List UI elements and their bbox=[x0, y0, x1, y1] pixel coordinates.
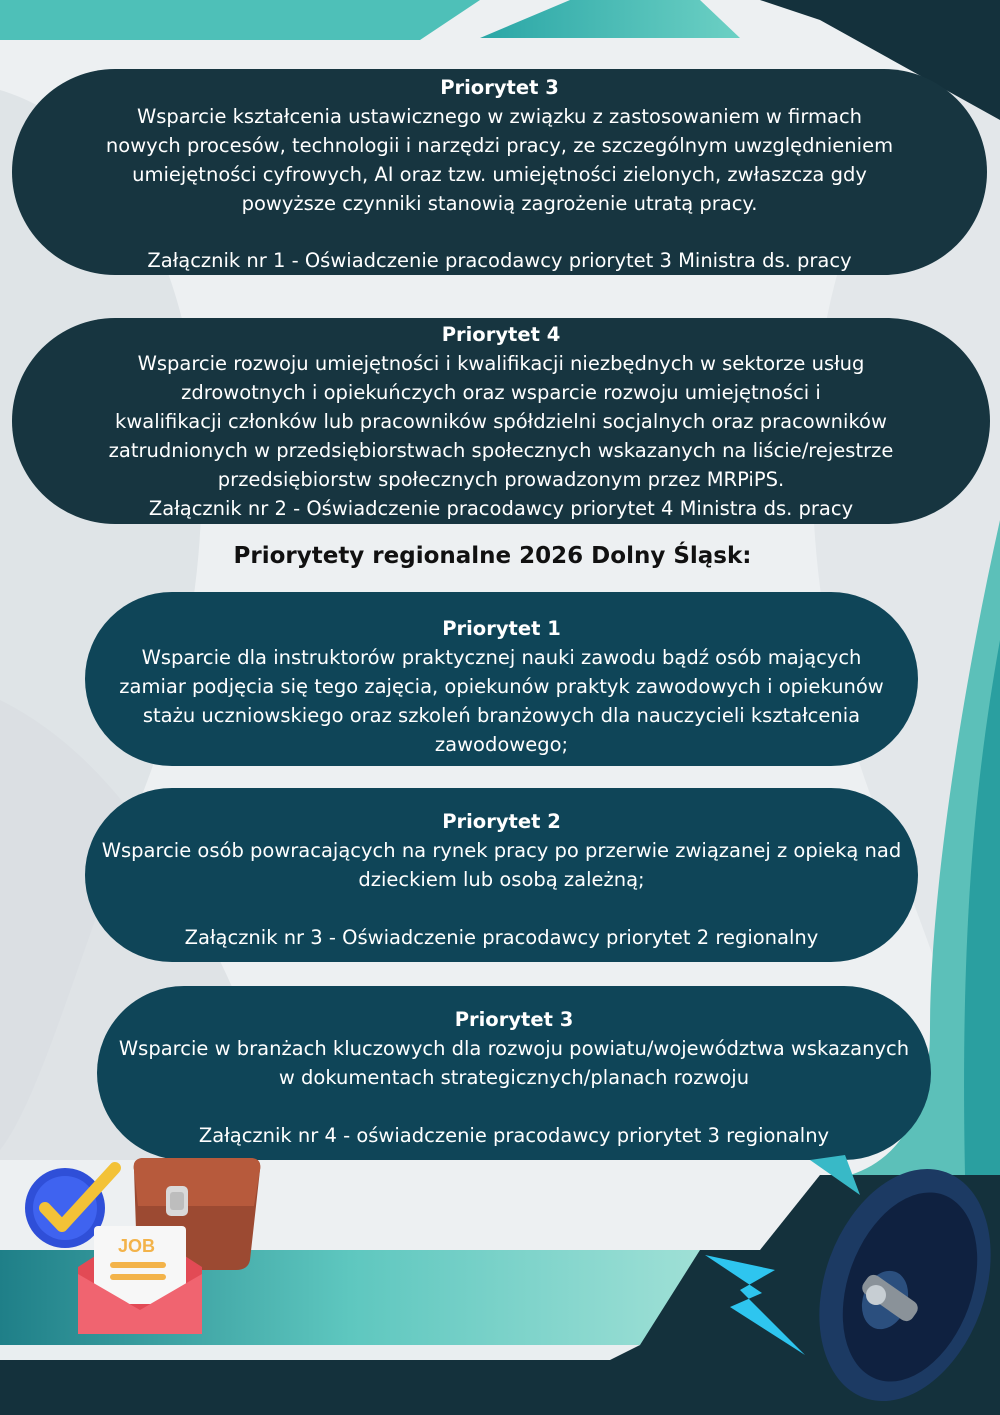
regional-priorities-heading: Priorytety regionalne 2026 Dolny Śląsk: bbox=[233, 543, 752, 569]
job-label: JOB bbox=[118, 1236, 156, 1256]
card-attachment: Załącznik nr 4 - oświadczenie pracodawcy priorytet 3 regionalny bbox=[198, 1123, 830, 1147]
card-title: Priorytet 4 bbox=[441, 322, 561, 346]
regional-priority-3-card bbox=[97, 986, 931, 1160]
megaphone-icon bbox=[790, 1165, 1000, 1415]
card-attachment: Załącznik nr 2 - Oświadczenie pracodawcy priorytet 4 Ministra ds. pracy bbox=[148, 496, 854, 520]
card-description: Wsparcie osób powracających na rynek pracy po przerwie związanej z opieką nad dzieckiem lub osobą zależną; bbox=[101, 838, 902, 891]
card-description: Wsparcie w branżach kluczowych dla rozwoju powiatu/województwa wskazanych w dokumentach strategicznych/planach rozwoju bbox=[118, 1036, 910, 1089]
card-description: Wsparcie kształcenia ustawicznego w związku z zastosowaniem w firmach nowych procesów, technologii i narzędzi pracy, ze szczególnym uwzględnieniem umiejętności cyfrowych, AI oraz tzw. umiejętności zielonych, zwłaszcza gdy powyższe czynniki stanowią zagrożenie utratą pracy. bbox=[105, 105, 894, 215]
card-title: Priorytet 3 bbox=[454, 1007, 574, 1031]
card-description: Wsparcie rozwoju umiejętności i kwalifikacji niezbędnych w sektorze usług zdrowotnych i opiekuńczych oraz wsparcie rozwoju umiejętności i kwalifikacji członków lub pracowników spółdzielni socjalnych oraz pracowników zatrudnionych w przedsiębiorstwach społecznych wskazanych na liście/rejestrze przedsiębiorstw społecznych prowadzonym przez MRPiPS. bbox=[108, 351, 894, 491]
card-title: Priorytet 3 bbox=[440, 76, 559, 99]
card-title: Priorytet 1 bbox=[442, 616, 561, 640]
card-attachment: Załącznik nr 3 - Oświadczenie pracodawcy priorytet 2 regionalny bbox=[184, 925, 819, 949]
national-priority-3-card bbox=[12, 69, 987, 275]
card-attachment: Załącznik nr 1 - Oświadczenie pracodawcy priorytet 3 Ministra ds. pracy bbox=[147, 249, 852, 272]
regional-priority-2-card bbox=[85, 788, 918, 962]
card-title: Priorytet 2 bbox=[442, 809, 561, 833]
card-description: Wsparcie dla instruktorów praktycznej nauki zawodu bądź osób mających zamiar podjęcia się tego zajęcia, opiekunów praktyk zawodowych i opiekunów stażu uczniowskiego oraz szkoleń branżowych dla nauczycieli kształcenia zawodowego; bbox=[119, 645, 884, 756]
job-envelope-icon bbox=[70, 1222, 210, 1342]
national-priority-4-card bbox=[12, 318, 990, 524]
regional-priority-1-card bbox=[85, 592, 918, 766]
